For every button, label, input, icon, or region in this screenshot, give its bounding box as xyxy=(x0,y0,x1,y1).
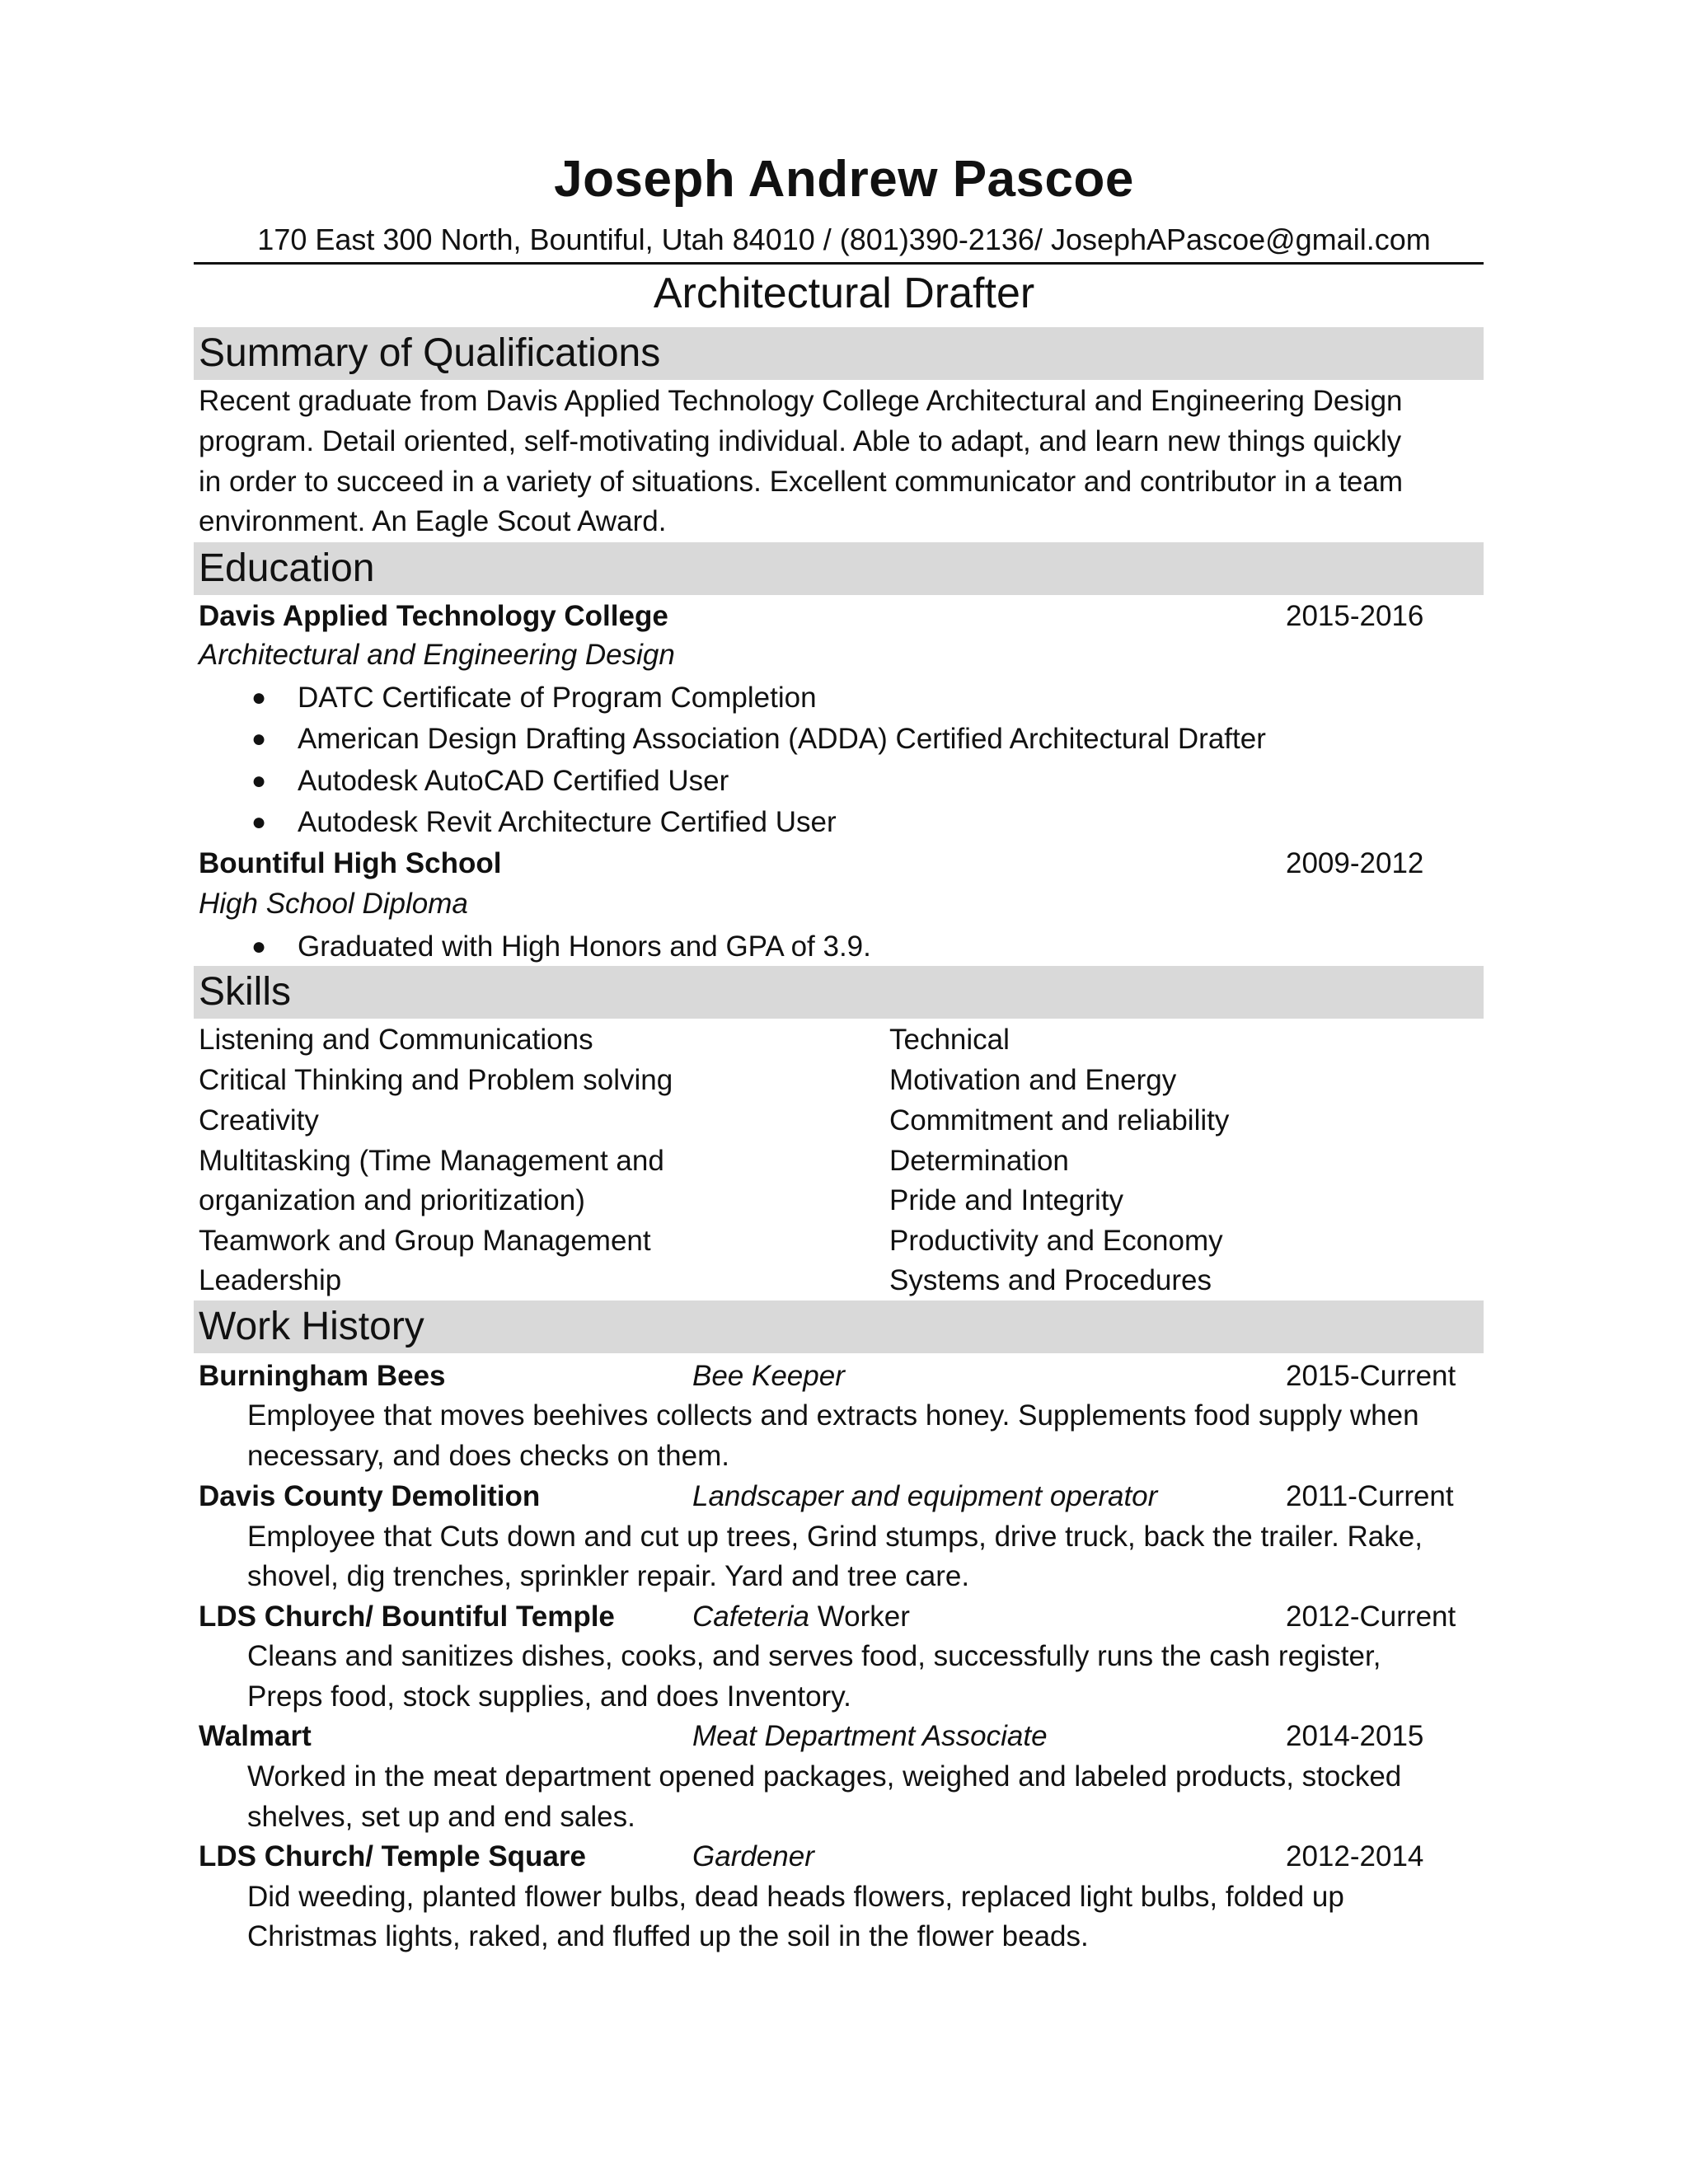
job-role-regular: Worker xyxy=(809,1601,910,1633)
job-description: Employee that Cuts down and cut up trees, Grind stumps, drive truck, back the trailer. Rake, xyxy=(247,1521,1423,1553)
summary-line: environment. An Eagle Scout Award. xyxy=(199,505,667,537)
job-role: Meat Department Associate xyxy=(692,1720,1048,1752)
skill-item: Systems and Procedures xyxy=(889,1264,1212,1296)
school-program: High School Diploma xyxy=(199,888,468,920)
employer-name: Davis County Demolition xyxy=(199,1480,541,1512)
summary-heading: Summary of Qualifications xyxy=(199,331,661,375)
bullet-icon: ● xyxy=(251,767,267,794)
job-years: 2012-2014 xyxy=(1286,1840,1424,1872)
bullet-icon: ● xyxy=(251,808,267,836)
employer-name: Walmart xyxy=(199,1720,312,1752)
education-heading: Education xyxy=(199,546,375,590)
school-years: 2009-2012 xyxy=(1286,847,1424,879)
skill-item: Critical Thinking and Problem solving xyxy=(199,1064,673,1096)
skill-item: Leadership xyxy=(199,1264,342,1296)
job-years: 2011-Current xyxy=(1286,1480,1454,1512)
job-years: 2014-2015 xyxy=(1286,1720,1424,1752)
employer-name: LDS Church/ Bountiful Temple xyxy=(199,1601,615,1633)
job-role: Gardener xyxy=(692,1840,814,1872)
skill-item: Motivation and Energy xyxy=(889,1064,1177,1096)
job-description: Employee that moves beehives collects and extracts honey. Supplements food supply when xyxy=(247,1399,1419,1432)
skills-heading: Skills xyxy=(199,970,292,1014)
work-heading: Work History xyxy=(199,1305,424,1348)
employer-name: LDS Church/ Temple Square xyxy=(199,1840,586,1872)
job-description: shovel, dig trenches, sprinkler repair. Yard and tree care. xyxy=(247,1560,970,1592)
school-name: Bountiful High School xyxy=(199,847,502,879)
summary-line: Recent graduate from Davis Applied Technology College Architectural and Engineering Design xyxy=(199,385,1403,417)
school-years: 2015-2016 xyxy=(1286,600,1424,632)
job-years: 2015-Current xyxy=(1286,1360,1456,1392)
job-years: 2012-Current xyxy=(1286,1601,1456,1633)
job-role: Landscaper and equipment operator xyxy=(692,1480,1158,1512)
skills-section-bar xyxy=(194,966,1484,1019)
job-description: Did weeding, planted flower bulbs, dead heads flowers, replaced light bulbs, folded up xyxy=(247,1881,1344,1913)
header-divider xyxy=(194,262,1484,265)
education-bullet: Autodesk Revit Architecture Certified User xyxy=(298,806,837,838)
job-description: Worked in the meat department opened packages, weighed and labeled products, stocked xyxy=(247,1760,1402,1793)
job-title: Architectural Drafter xyxy=(653,269,1035,317)
skill-item: Creativity xyxy=(199,1104,319,1137)
job-description: Christmas lights, raked, and fluffed up the soil in the flower beads. xyxy=(247,1920,1089,1952)
job-role: Bee Keeper xyxy=(692,1360,845,1392)
summary-line: in order to succeed in a variety of situations. Excellent communicator and contributor in a team xyxy=(199,466,1404,498)
bullet-icon: ● xyxy=(251,933,267,960)
skill-item: organization and prioritization) xyxy=(199,1184,585,1216)
job-description: Cleans and sanitizes dishes, cooks, and serves food, successfully runs the cash register, xyxy=(247,1640,1381,1672)
bullet-icon: ● xyxy=(251,684,267,711)
education-bullet: American Design Drafting Association (ADDA) Certified Architectural Drafter xyxy=(298,723,1266,755)
skill-item: Teamwork and Group Management xyxy=(199,1225,651,1257)
skill-item: Listening and Communications xyxy=(199,1024,593,1056)
summary-line: program. Detail oriented, self-motivating individual. Able to adapt, and learn new things quickly xyxy=(199,425,1402,457)
education-section-bar xyxy=(194,542,1484,595)
skill-item: Commitment and reliability xyxy=(889,1104,1230,1137)
skill-item: Multitasking (Time Management and xyxy=(199,1145,664,1177)
contact-line: 170 East 300 North, Bountiful, Utah 84010 / (801)390-2136/ JosephAPascoe@gmail.com xyxy=(257,223,1431,256)
skill-item: Pride and Integrity xyxy=(889,1184,1124,1216)
job-role-italic: Cafeteria xyxy=(692,1601,810,1633)
job-role xyxy=(692,1596,910,1637)
school-program: Architectural and Engineering Design xyxy=(199,639,675,671)
skill-item: Technical xyxy=(889,1024,1010,1056)
job-description: necessary, and does checks on them. xyxy=(247,1440,729,1472)
job-description: Preps food, stock supplies, and does Inventory. xyxy=(247,1680,851,1713)
employer-name: Burningham Bees xyxy=(199,1360,446,1392)
education-bullet: DATC Certificate of Program Completion xyxy=(298,682,817,714)
job-description: shelves, set up and end sales. xyxy=(247,1801,635,1833)
skill-item: Determination xyxy=(889,1145,1069,1177)
education-bullet: Autodesk AutoCAD Certified User xyxy=(298,765,729,797)
education-bullet: Graduated with High Honors and GPA of 3.9. xyxy=(298,930,871,963)
candidate-name: Joseph Andrew Pascoe xyxy=(554,151,1134,208)
school-name: Davis Applied Technology College xyxy=(199,600,668,632)
bullet-icon: ● xyxy=(251,725,267,752)
skill-item: Productivity and Economy xyxy=(889,1225,1223,1257)
